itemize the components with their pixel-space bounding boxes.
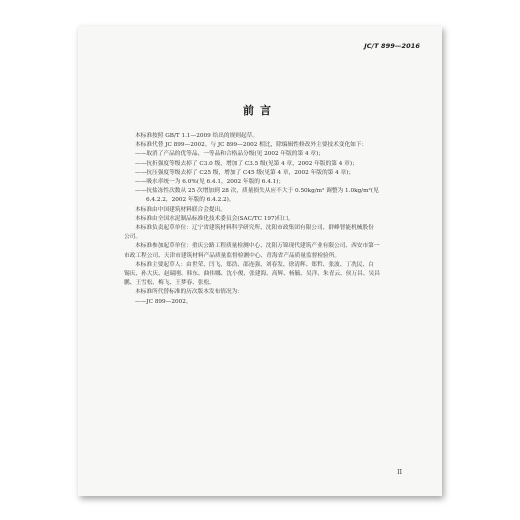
paragraph-line: 本标准代替 JC 899—2002。与 JC 899—2002 相比，除编辑性修改外主要技术变化如下： <box>135 142 368 149</box>
standard-id: JC/T 899—2016 <box>364 42 420 50</box>
document-page <box>78 26 442 496</box>
paragraph-line: 6.4.2.2，2002 年版的 6.4.2.2)。 <box>146 197 235 204</box>
page-title: 前言 <box>243 104 277 117</box>
paragraph-line: 本标准主要起草人：由世荣、闫飞、郑浩、邵连强、刘春发、徐清辉、郑哲、张波、丁冼民、白 <box>135 261 374 268</box>
paragraph-line: ——抗折强度等级去掉了 C3.0 级，增加了 C3.5 级(见第 4 章，2002 年版的第 4 章)； <box>135 160 358 167</box>
paragraph-line: 锡庆、孙大庆、赵瑞刚、韩东、曲伟娜、沈小俊、张建海、高辉、杨毓、吴洋、朱青云、侯万昌、吴昌 <box>124 271 380 278</box>
paragraph-line: 本标准参加起草单位：重庆公路工程质量检测中心、沈阳万锦现代建筑产业有限公司、西安市第一 <box>135 243 380 250</box>
paragraph-line: ——取消了产品的优等品、一等品和合格品分级(见 2002 年版的第 4 章)； <box>135 151 325 158</box>
paragraph-line: 本标准由中国建筑材料联合会提出。 <box>135 206 226 213</box>
paragraph-line: 本标准所代替标准的历次版本发布情况为： <box>135 289 244 296</box>
paragraph-line: ——抗压强度等级去掉了 C25 级，增加了 C45 级(见第 4 章，2002 年版的第 4 章)； <box>135 169 355 176</box>
paragraph-line: 公司。 <box>124 234 142 241</box>
paragraph-line: 市政工程公司、天津市建筑材料产品质量监督检测中心、青海省产品质量监督检验所。 <box>124 252 341 259</box>
paragraph-line: 鹏、王雪松、梅飞、王梦春、张松。 <box>124 280 215 287</box>
paragraph-line: ——吸水率统一为 6.0%(见 6.4.1，2002 年版的 6.4.1)； <box>135 179 285 186</box>
page-number: II <box>397 469 402 476</box>
paragraph-line: 本标准负责起草单位：辽宁省建筑材料科学研究所、沈阳市政集团有限公司、群峰智能机械股份 <box>135 225 374 232</box>
paragraph-line: ——抗盐冻性次数从 25 次增加到 28 次，质量损失从应不大于 0.50kg/m² 调整为 1.0kg/m²(见 <box>135 188 379 195</box>
paragraph-line: 本标准由全国水泥制品标准化技术委员会(SAC/TC 197)归口。 <box>135 215 294 222</box>
paragraph-line: ——JC 899—2002。 <box>135 298 192 305</box>
paragraph-line: 本标准按照 GB/T 1.1—2009 给出的规则起草。 <box>135 133 259 139</box>
foreword-body <box>124 132 420 307</box>
